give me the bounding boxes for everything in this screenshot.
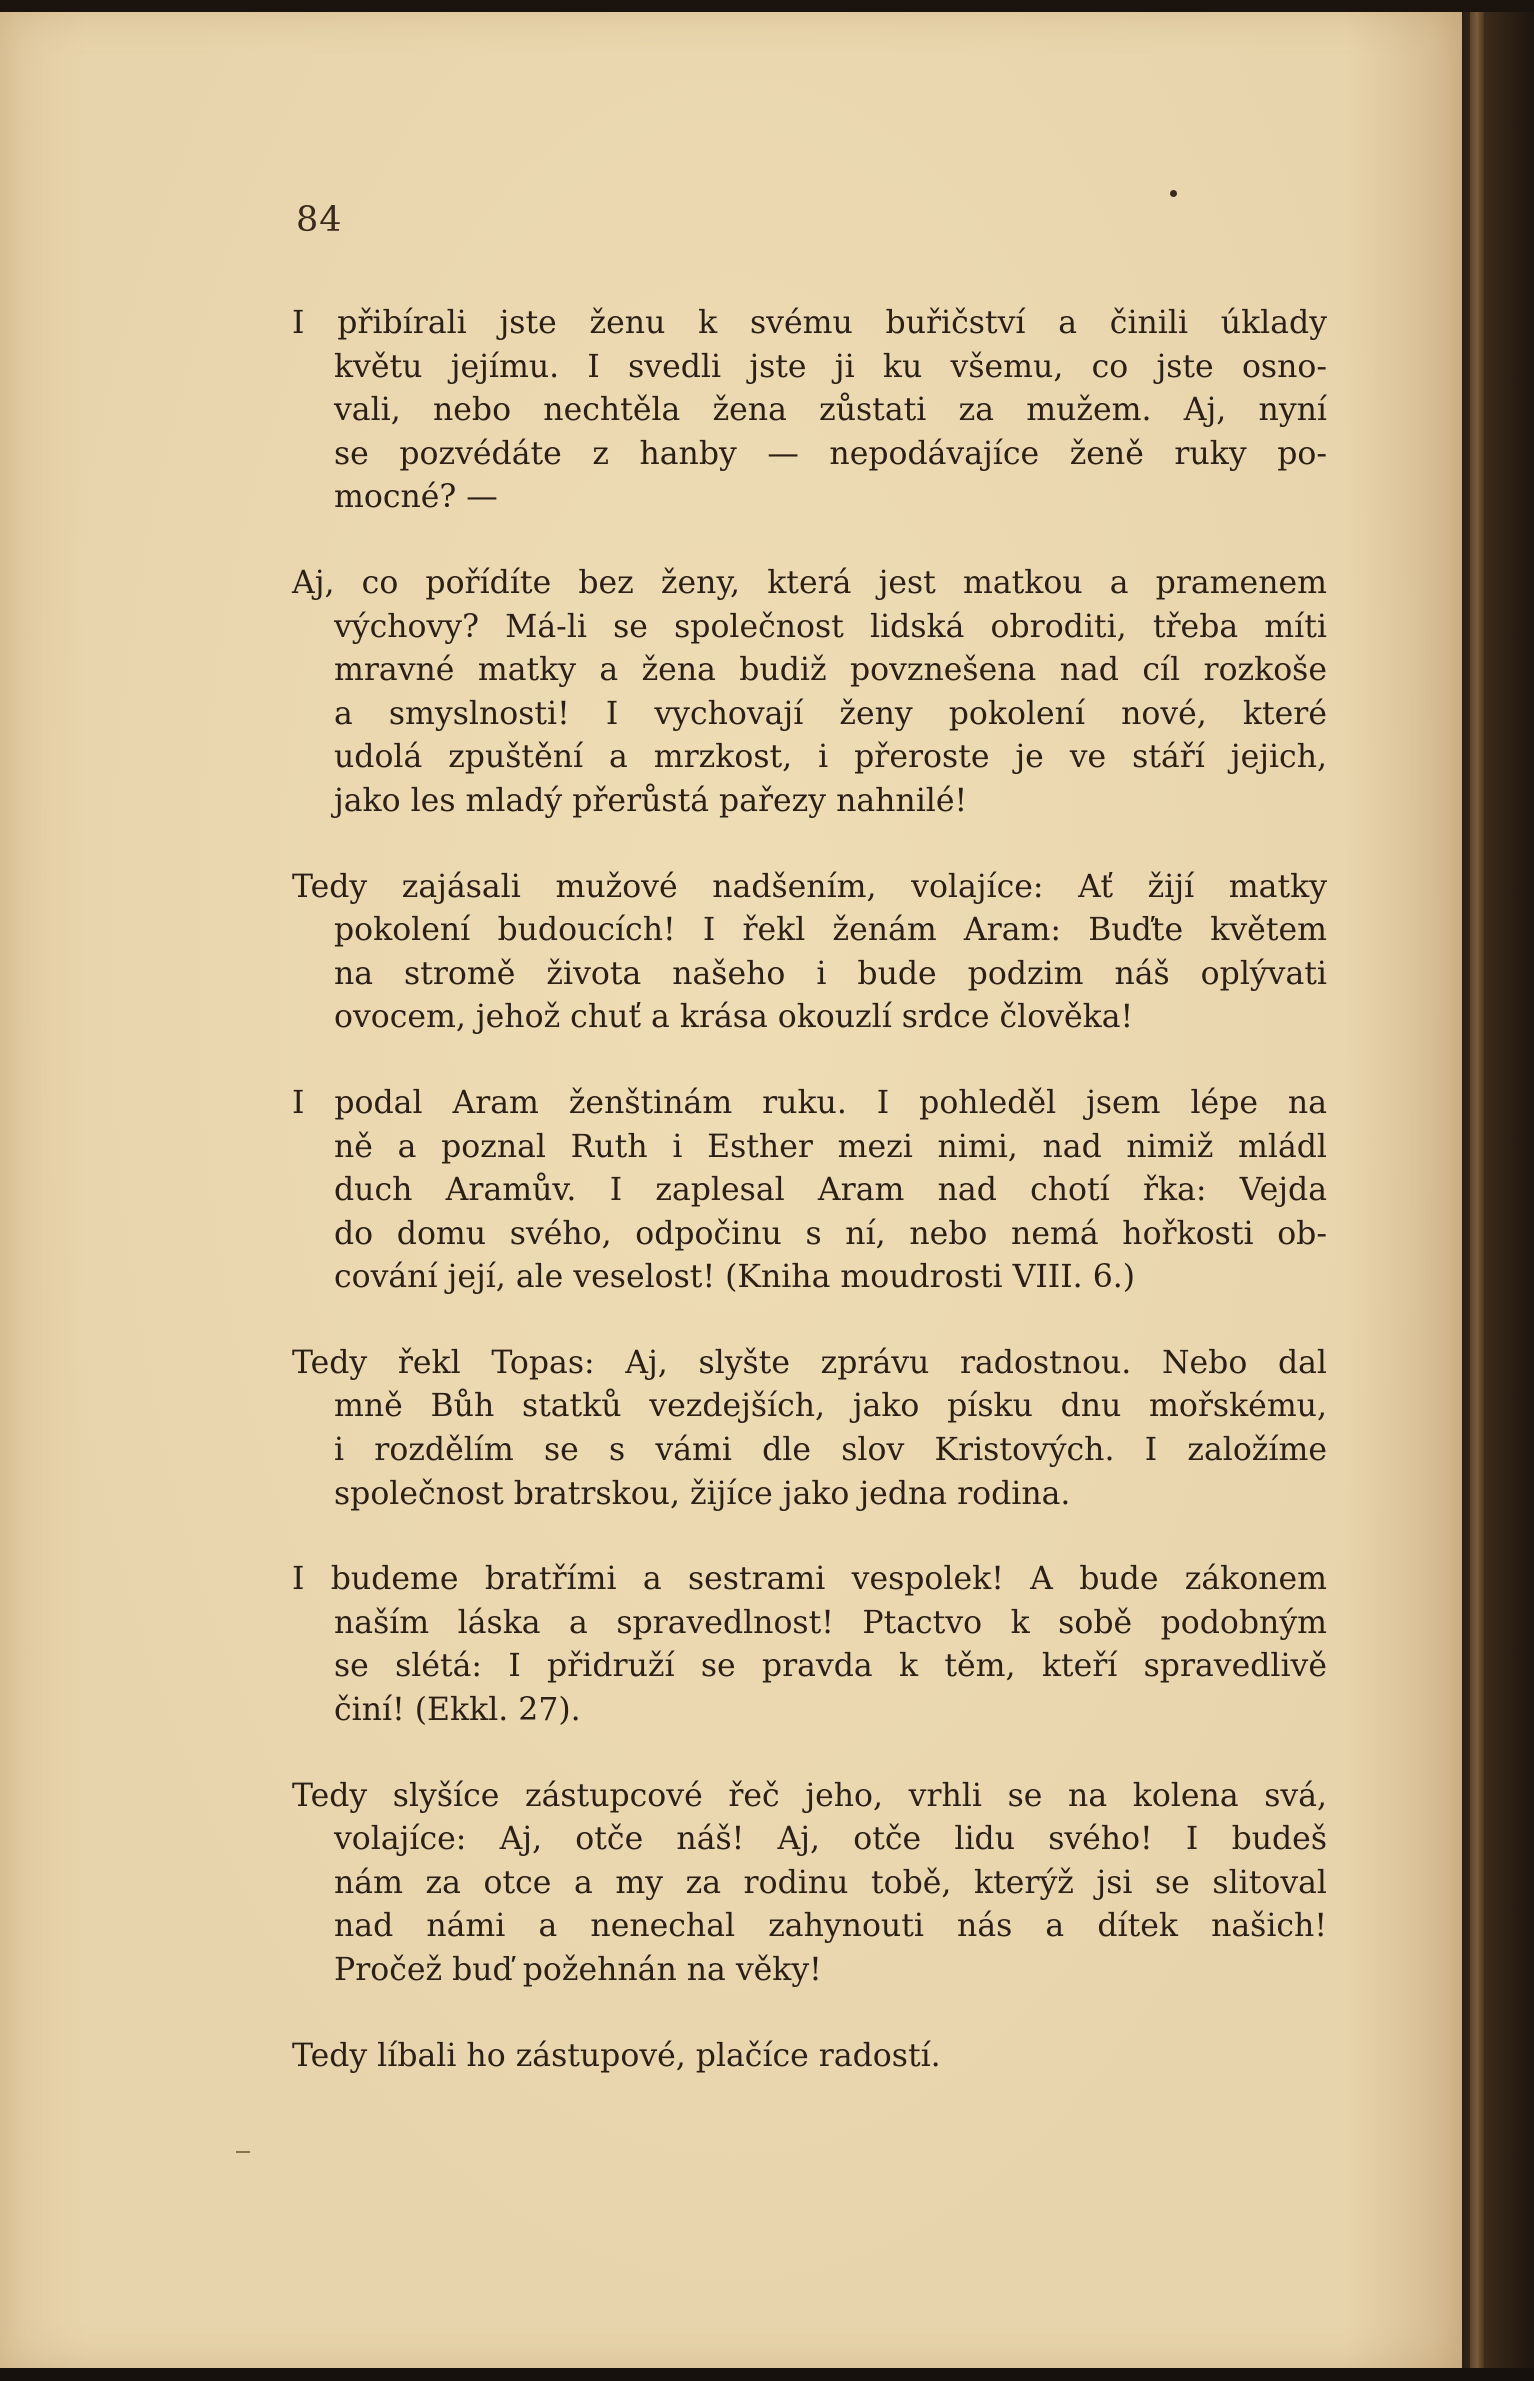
text-line: duch Aramův. I zaplesal Aram nad chotí řka: Vejda <box>334 1172 1327 1209</box>
book-spine-edge <box>1462 12 1534 2368</box>
text-line: cování její, ale veselost! (Kniha moudrosti VIII. 6.) <box>334 1259 1136 1296</box>
text-line: Tedy řekl Topas: Aj, slyšte zprávu radostnou. Nebo dal <box>292 1344 1327 1381</box>
paragraph-2 <box>292 562 1327 824</box>
paragraph-8 <box>292 2035 1327 2079</box>
text-line: Tedy zajásali mužové nadšením, volajíce: Ať žijí matky <box>292 868 1327 905</box>
page-text <box>292 302 1327 2120</box>
text-line: nám za otce a my za rodinu tobě, kterýž jsi se slitoval <box>334 1864 1327 1901</box>
page-number: 84 <box>296 200 343 240</box>
text-line: se slétá: I přidruží se pravda k těm, kteří spravedlivě <box>334 1648 1327 1685</box>
text-line: Tedy slyšíce zástupcové řeč jeho, vrhli se na kolena svá, <box>292 1777 1327 1814</box>
text-line: činí! (Ekkl. 27). <box>334 1692 581 1729</box>
paragraph-4 <box>292 1082 1327 1300</box>
text-line: mně Bůh statků vezdejších, jako písku dnu mořskému, <box>334 1388 1327 1425</box>
paragraph-6 <box>292 1558 1327 1732</box>
paragraph-5 <box>292 1342 1327 1516</box>
text-line: jako les mladý přerůstá pařezy nahnilé! <box>334 782 968 819</box>
book-page <box>0 12 1462 2368</box>
text-line: květu jejímu. I svedli jste ji ku všemu, co jste osno- <box>334 348 1327 385</box>
text-line: naším láska a spravedlnost! Ptactvo k sobě podobným <box>334 1604 1327 1641</box>
text-line: I budeme bratřími a sestrami vespolek! A bude zákonem <box>292 1561 1327 1598</box>
text-line: i rozdělím se s vámi dle slov Kristových. I založíme <box>334 1432 1327 1469</box>
paragraph-1 <box>292 302 1327 520</box>
text-line: na stromě života našeho i bude podzim náš oplývati <box>334 955 1327 992</box>
text-line: Aj, co pořídíte bez ženy, která jest matkou a pramenem <box>292 564 1327 601</box>
text-line: pokolení budoucích! I řekl ženám Aram: Buďte květem <box>334 912 1327 949</box>
text-line: volajíce: Aj, otče náš! Aj, otče lidu svého! I budeš <box>334 1821 1327 1858</box>
text-line: Tedy líbali ho zástupové, plačíce radostí. <box>292 2037 941 2074</box>
text-line: mravné matky a žena budiž povznešena nad cíl rozkoše <box>334 652 1327 689</box>
text-line: a smyslnosti! I vychovají ženy pokolení nové, které <box>334 695 1327 732</box>
text-line: ovocem, jehož chuť a krása okouzlí srdce člověka! <box>334 999 1134 1036</box>
text-line: I přibírali jste ženu k svému buřičství a činili úklady <box>292 305 1327 341</box>
text-line: nad námi a nenechal zahynouti nás a dítek našich! <box>334 1908 1327 1945</box>
text-line: mocné? — <box>334 479 498 516</box>
text-line: do domu svého, odpočinu s ní, nebo nemá hořkosti ob- <box>334 1215 1327 1252</box>
scan-top-edge <box>0 0 1534 12</box>
paragraph-3 <box>292 866 1327 1040</box>
text-line: výchovy? Má-li se společnost lidská obroditi, třeba míti <box>334 608 1327 645</box>
text-line: se pozvédáte z hanby — nepodávajíce ženě ruky po- <box>334 435 1327 472</box>
text-line: společnost bratrskou, žijíce jako jedna rodina. <box>334 1475 1071 1512</box>
margin-mark <box>236 2151 250 2153</box>
spine-strip <box>1470 12 1484 2368</box>
text-line: Pročež buď požehnán na věky! <box>334 1952 822 1988</box>
paragraph-7 <box>292 1775 1327 1993</box>
text-line: udolá zpuštění a mrzkost, i přeroste je ve stáří jejich, <box>334 739 1327 776</box>
text-line: ně a poznal Ruth i Esther mezi nimi, nad nimiž mládl <box>334 1128 1327 1165</box>
text-line: I podal Aram ženštinám ruku. I pohleděl jsem lépe na <box>292 1084 1327 1121</box>
text-line: vali, nebo nechtěla žena zůstati za mužem. Aj, nyní <box>334 392 1327 429</box>
ink-dot <box>1170 190 1177 197</box>
